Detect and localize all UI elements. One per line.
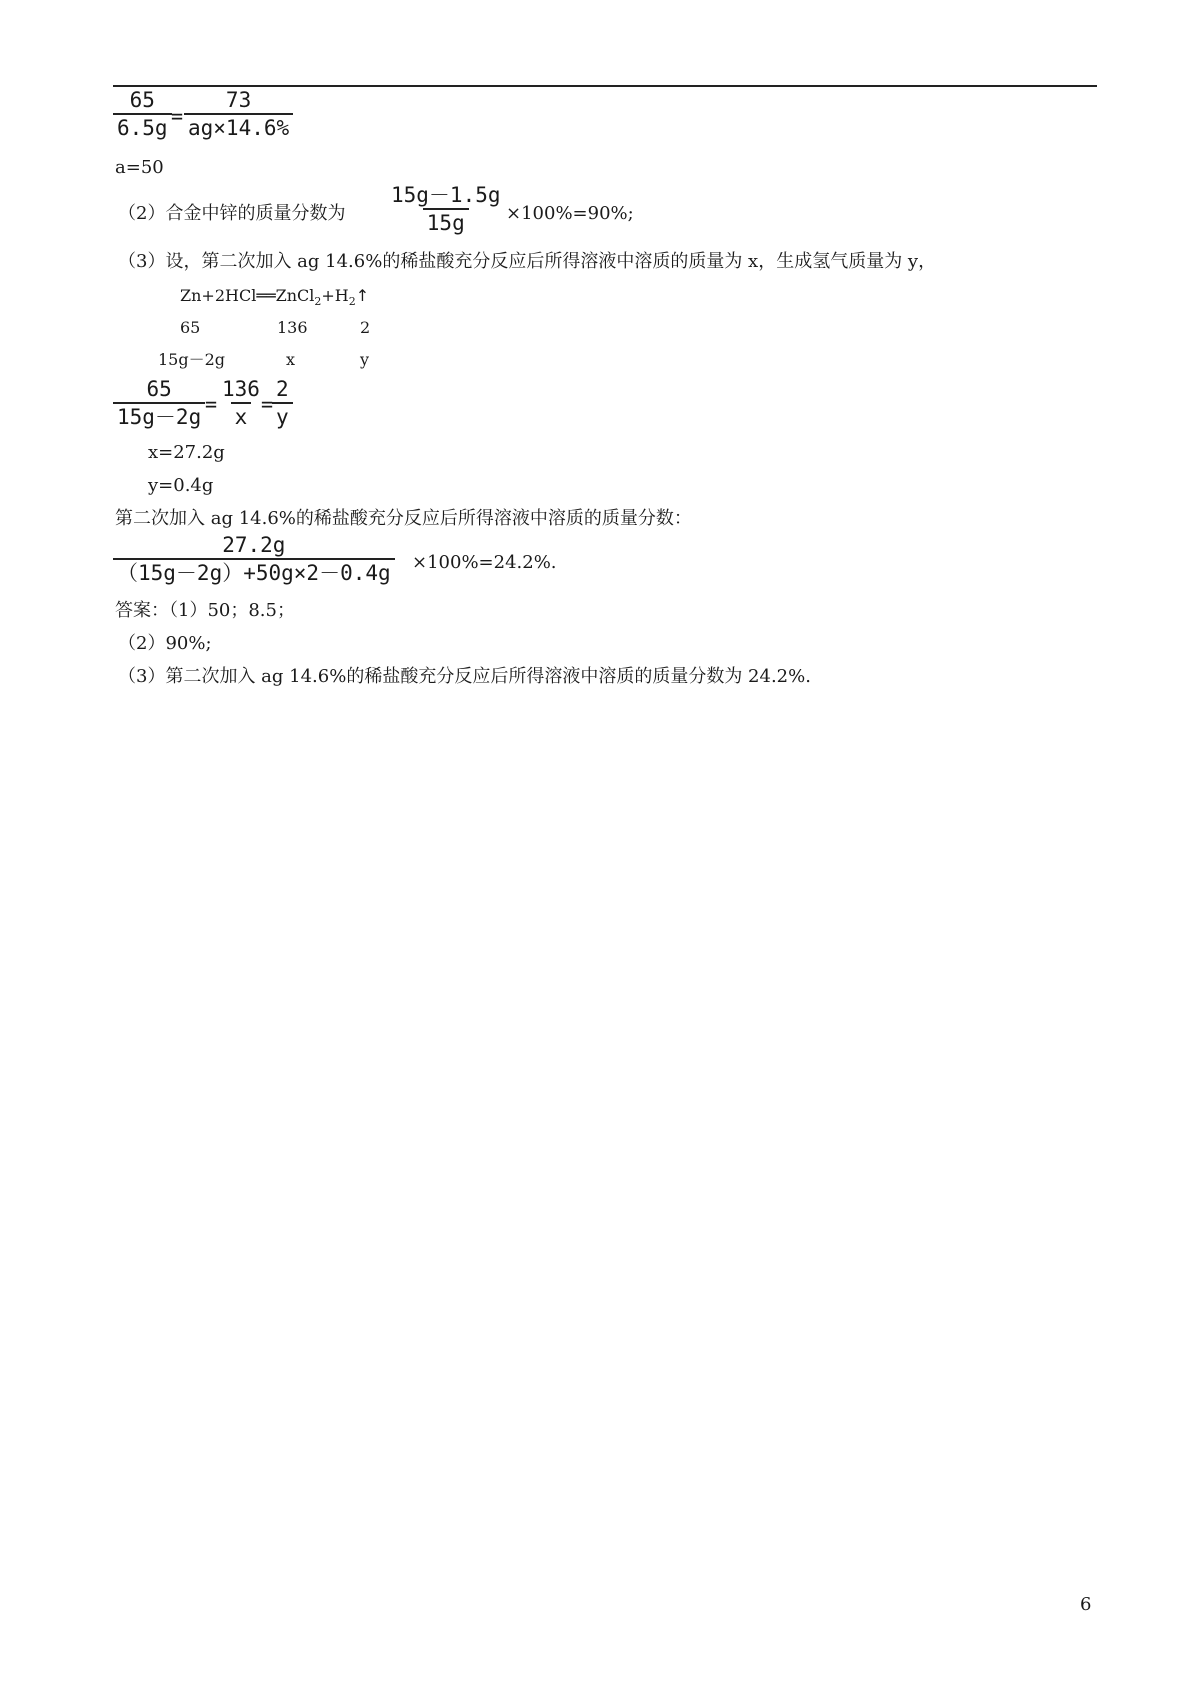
reaction-equation bbox=[180, 285, 369, 313]
fraction-136-over-x bbox=[218, 377, 264, 429]
var-y: y bbox=[360, 350, 370, 369]
fraction-mass-percentage bbox=[113, 533, 395, 585]
reactant: Zn+2HCl bbox=[180, 286, 257, 305]
fraction-denominator: y bbox=[272, 402, 293, 429]
x-result: x=27.2g bbox=[148, 442, 225, 463]
fraction-numerator: 65 bbox=[146, 377, 172, 401]
fraction-numerator: 15g－1.5g bbox=[391, 183, 501, 207]
fraction-73-over-ag bbox=[184, 88, 293, 140]
fraction-denominator: x bbox=[231, 402, 252, 429]
part2-prefix: （2）合金中锌的质量分数为 bbox=[118, 203, 346, 224]
fraction-numerator: 2 bbox=[276, 377, 289, 401]
mass-zncl2: 136 bbox=[277, 318, 308, 337]
fraction-denominator: ag×14.6% bbox=[184, 113, 293, 140]
fraction-denominator: 6.5g bbox=[113, 113, 172, 140]
fraction-denominator: （15g－2g）+50g×2－0.4g bbox=[113, 558, 395, 585]
answer-3: （3）第二次加入 ag 14.6%的稀盐酸充分反应后所得溶液中溶质的质量分数为 24.2%. bbox=[118, 666, 811, 687]
page-number: 6 bbox=[1080, 1594, 1092, 1615]
equals-sign: = bbox=[171, 104, 184, 128]
fraction-2-over-y bbox=[272, 377, 293, 429]
hydrogen-subscript: 2 bbox=[348, 295, 356, 309]
header-rule bbox=[113, 85, 1097, 87]
equals-sign: = bbox=[261, 392, 274, 416]
var-x: x bbox=[286, 350, 296, 369]
a-result: a=50 bbox=[115, 157, 164, 178]
eq3-suffix: ×100%=24.2%. bbox=[412, 552, 557, 573]
mass-zn: 65 bbox=[180, 318, 201, 337]
equals-sign: = bbox=[205, 392, 218, 416]
fraction-numerator: 65 bbox=[129, 88, 155, 112]
fraction-numerator: 27.2g bbox=[222, 533, 286, 557]
fraction-numerator: 136 bbox=[222, 377, 260, 401]
fraction-denominator: 15g－2g bbox=[113, 402, 205, 429]
var-zn: 15g－2g bbox=[158, 350, 226, 369]
up-arrow-icon: ↑ bbox=[355, 286, 370, 305]
hydrogen: +H bbox=[321, 286, 349, 305]
reaction-equals: ══ bbox=[256, 286, 276, 305]
fraction-denominator: 15g bbox=[423, 208, 469, 235]
answer-2: （2）90%; bbox=[118, 633, 212, 654]
part3-sentence: 第二次加入 ag 14.6%的稀盐酸充分反应后所得溶液中溶质的质量分数： bbox=[115, 508, 692, 529]
mass-h2: 2 bbox=[360, 318, 371, 337]
fraction-65-over-13g bbox=[113, 377, 205, 429]
y-result: y=0.4g bbox=[148, 475, 214, 496]
fraction-numerator: 73 bbox=[225, 88, 252, 112]
product-subscript: 2 bbox=[314, 295, 322, 309]
part2-suffix: ×100%=90%; bbox=[506, 203, 634, 224]
fraction-65-over-6.5g bbox=[113, 88, 172, 140]
product: ZnCl bbox=[275, 286, 315, 305]
fraction-zinc-fraction bbox=[387, 183, 505, 235]
part3-intro: （3）设，第二次加入 ag 14.6%的稀盐酸充分反应后所得溶液中溶质的质量为 x，生成氢气质量为 y， bbox=[118, 251, 937, 272]
answer-title: 答案：（1）50；8.5； bbox=[115, 600, 295, 621]
